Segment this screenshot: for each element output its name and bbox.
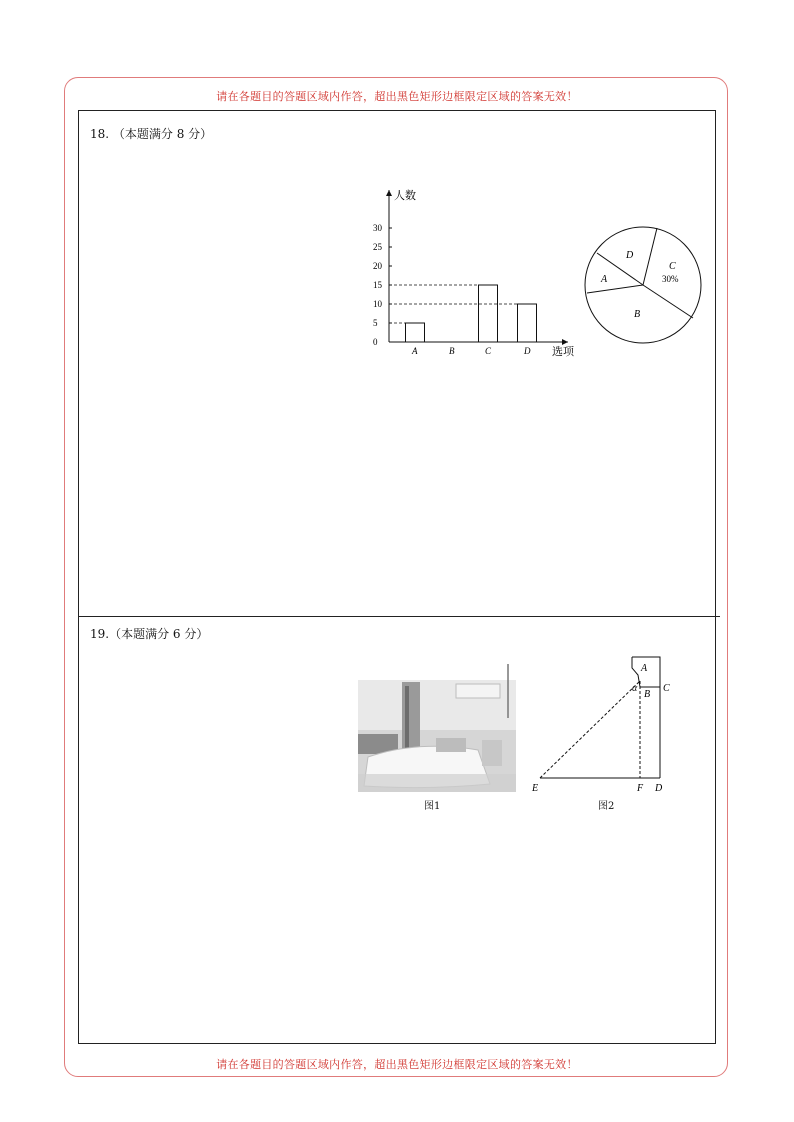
point-label-a: A xyxy=(641,663,648,674)
bar-chart-marks xyxy=(389,285,537,356)
bar-chart-ylabel: 人数 xyxy=(394,190,416,202)
angle-label-alpha: α xyxy=(632,683,638,694)
pie-chart xyxy=(580,222,710,352)
x-axis-arrow xyxy=(562,339,568,345)
bar-d xyxy=(518,304,537,342)
y-tick-label: 30 xyxy=(373,223,382,233)
figure-2-caption: 图2 xyxy=(598,801,615,812)
question-divider xyxy=(78,616,720,617)
figure-1-caption: 图1 xyxy=(424,801,441,812)
y-tick-label: 15 xyxy=(373,280,382,290)
y-tick-label: 20 xyxy=(373,261,382,271)
sight-line-ae xyxy=(540,681,640,778)
x-tick-label: A xyxy=(412,346,418,356)
pie-divider-3 xyxy=(587,285,643,293)
bar-a xyxy=(406,323,425,342)
x-tick-label: B xyxy=(449,346,455,356)
question-18-header: 18. （本题满分 8 分） xyxy=(90,127,213,141)
y-tick-label: 25 xyxy=(373,242,382,252)
y-tick-label: 10 xyxy=(373,299,382,309)
bar-chart-axes xyxy=(373,190,568,347)
point-label-d: D xyxy=(655,783,663,794)
point-label-c: C xyxy=(663,683,670,694)
y-tick-label: 0 xyxy=(373,337,378,347)
figure-2-diagram xyxy=(528,655,678,795)
wall-outline xyxy=(632,657,660,778)
pie-divider-1 xyxy=(643,228,657,285)
notice-top: 请在各题目的答题区域内作答，超出黑色矩形边框限定区域的答案无效！ xyxy=(216,90,578,103)
x-tick-label: D xyxy=(524,346,531,356)
notice-bottom: 请在各题目的答题区域内作答，超出黑色矩形边框限定区域的答案无效！ xyxy=(216,1058,578,1071)
pie-label-c-percent: 30% xyxy=(662,274,679,284)
bar-chart-xlabel: 选项 xyxy=(552,346,574,358)
bar-c xyxy=(479,285,498,342)
pie-label-b: B xyxy=(634,309,641,320)
question-19-header: 19.（本题满分 6 分） xyxy=(90,627,209,641)
bedroom-photo-image xyxy=(358,662,516,792)
pie-label-c: C xyxy=(669,261,676,272)
point-label-e: E xyxy=(532,783,539,794)
point-label-f: F xyxy=(637,783,644,794)
x-tick-label: C xyxy=(485,346,492,356)
y-tick-label: 5 xyxy=(373,318,378,328)
pie-divider-2 xyxy=(643,285,693,318)
pie-label-a: A xyxy=(601,274,608,285)
y-axis-arrow xyxy=(386,190,392,196)
bar-chart xyxy=(360,180,590,365)
point-label-b: B xyxy=(644,689,651,700)
pie-label-d: D xyxy=(626,250,634,261)
